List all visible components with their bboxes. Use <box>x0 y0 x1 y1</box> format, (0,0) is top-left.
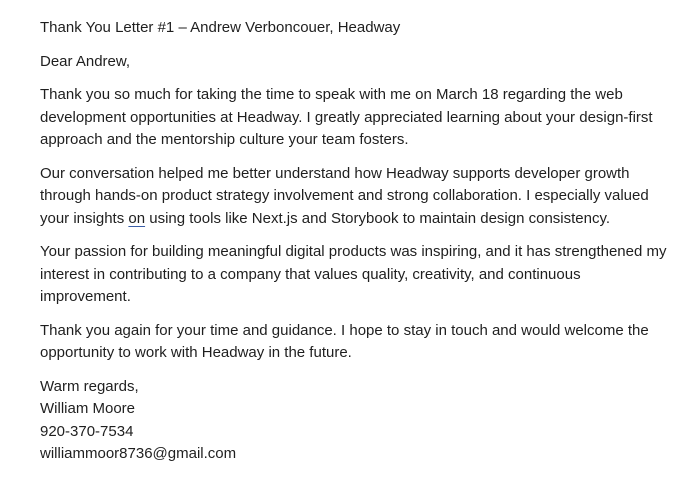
spellcheck-underlined-word[interactable]: on <box>128 209 146 227</box>
signature-closing: Warm regards, <box>40 377 139 395</box>
signature-name: William Moore <box>40 400 136 417</box>
paragraph-3: Your passion for building meaningful digital products was inspiring, and it has strengthened my interest in contributing to a company that values quality, creativity, and continuous improvement. <box>40 243 667 305</box>
paragraph-2-text-end: using tools like Next.js and Storybook to maintain design consistency. <box>145 209 611 227</box>
paragraph-2-text-start: Our conversation helped me better understand how Headway supports developer growth through hands-on product strategy involvement and strong collaboration. I especially valued your insights <box>40 164 649 227</box>
paragraph-2 <box>40 163 670 231</box>
letter-title: Thank You Letter #1 – Andrew Verboncouer, Headway <box>40 19 401 36</box>
letter-document <box>40 17 670 466</box>
signature-phone: 920-370-7534 <box>40 422 134 440</box>
paragraph-4: Thank you again for your time and guidance. I hope to stay in touch and would welcome the opportunity to work with Headway in the future. <box>40 321 649 361</box>
salutation: Dear Andrew, <box>40 52 131 70</box>
paragraph-1: Thank you so much for taking the time to speak with me on March 18 regarding the web development opportunities at Headway. I greatly appreciated learning about your design-first approach and the mentorship culture your team fosters. <box>40 86 653 148</box>
signature-email: williammoor8736@gmail.com <box>40 445 237 462</box>
signature-block <box>40 376 670 466</box>
